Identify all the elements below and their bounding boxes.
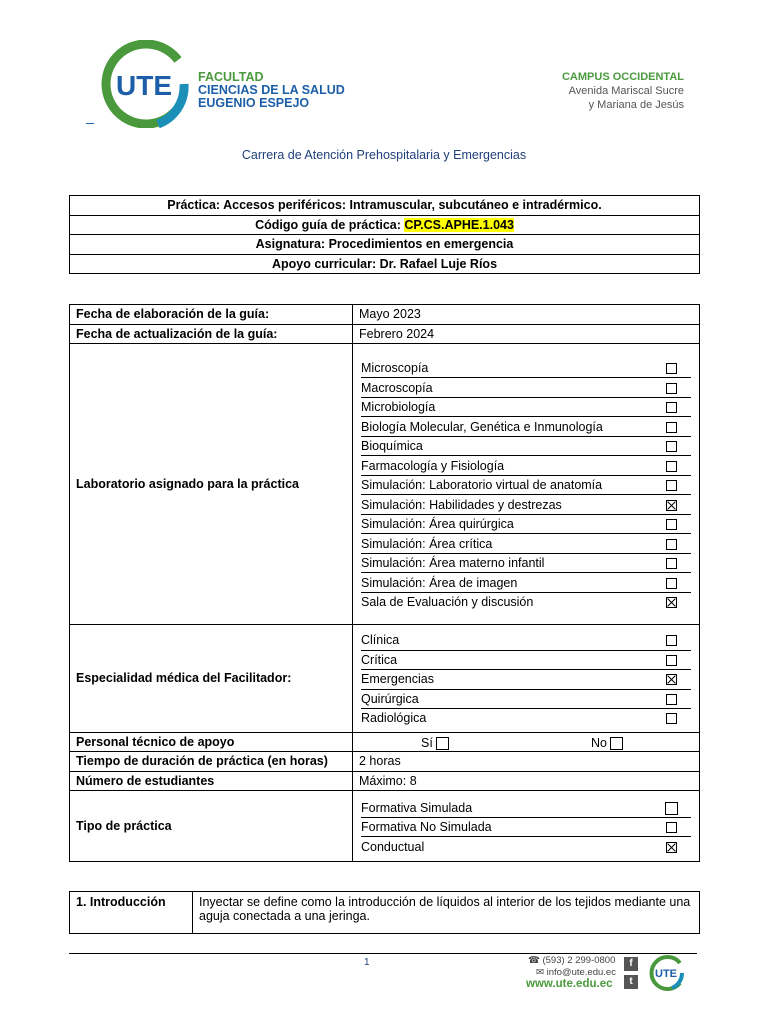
option-label: Simulación: Laboratorio virtual de anatomía: [361, 475, 651, 495]
option-label: Simulación: Área quirúrgica: [361, 514, 651, 534]
faculty-line-3: EUGENIO ESPEJO: [198, 96, 310, 110]
faculty-line-2: CIENCIAS DE LA SALUD: [198, 83, 345, 97]
option-checkbox-cell: [651, 670, 691, 690]
option-checkbox-cell: [651, 553, 691, 573]
empty-checkbox[interactable]: [666, 383, 677, 394]
option-row: [361, 689, 691, 709]
empty-checkbox[interactable]: [666, 519, 677, 530]
personal-options-cell: [353, 732, 700, 752]
option-label: Sala de Evaluación y discusión: [361, 595, 534, 609]
option-label: Simulación: Área materno infantil: [361, 553, 651, 573]
option-checkbox-cell: [651, 534, 691, 554]
empty-checkbox[interactable]: [666, 655, 677, 666]
option-checkbox-cell: [651, 456, 691, 476]
faculty-name: [198, 71, 345, 110]
empty-checkbox[interactable]: [666, 441, 677, 452]
option-row: [361, 573, 691, 593]
esp-options-cell: [353, 625, 700, 733]
option-label: Emergencias: [361, 670, 651, 690]
option-row: [361, 359, 691, 378]
option-row: [361, 378, 691, 398]
si-option[interactable]: [421, 736, 449, 750]
no-option[interactable]: [591, 736, 623, 750]
option-row: [361, 798, 691, 817]
empty-checkbox[interactable]: [666, 402, 677, 413]
footer-website[interactable]: www.ute.edu.ec: [526, 978, 613, 990]
faculty-line-1: FACULTAD: [198, 70, 264, 84]
campus-name: CAMPUS OCCIDENTAL: [561, 71, 684, 83]
option-label: Macroscopía: [361, 378, 651, 398]
option-row: [361, 436, 691, 456]
codigo-cell: [70, 215, 700, 235]
option-row: [361, 397, 691, 417]
option-checkbox-cell: [651, 475, 691, 495]
option-label: Crítica: [361, 650, 651, 670]
codigo-label: Código guía de práctica:: [255, 217, 405, 232]
empty-checkbox[interactable]: [666, 578, 677, 589]
option-checkbox-cell: [651, 592, 691, 611]
option-checkbox-cell: [651, 798, 691, 817]
option-row: [361, 837, 691, 856]
option-checkbox-cell: [651, 436, 691, 456]
no-checkbox[interactable]: [610, 737, 623, 750]
option-row: [361, 592, 691, 611]
empty-checkbox[interactable]: [665, 802, 678, 815]
tipo-list: [361, 798, 691, 856]
footer-phone: [528, 955, 615, 966]
practice-info-table: [69, 195, 700, 274]
fecha-elab-value: Mayo 2023: [353, 305, 700, 325]
checked-checkbox[interactable]: [666, 597, 677, 608]
twitter-icon[interactable]: t: [624, 975, 638, 989]
option-row: [361, 670, 691, 690]
si-label: Sí: [421, 735, 433, 750]
asignatura-cell: Asignatura: Procedimientos en emergencia: [70, 235, 700, 255]
empty-checkbox[interactable]: [666, 713, 677, 724]
personal-label: Personal técnico de apoyo: [70, 732, 353, 752]
codigo-value: CP.CS.APHE.1.043: [404, 217, 514, 232]
option-row: [361, 417, 691, 437]
option-row: [361, 495, 691, 515]
num-value: Máximo: 8: [353, 771, 700, 791]
option-checkbox-cell: [651, 689, 691, 709]
details-table: [69, 304, 700, 862]
tipo-options-cell: [353, 791, 700, 862]
option-row: [361, 553, 691, 573]
email-text: info@ute.edu.ec: [546, 967, 616, 978]
option-checkbox-cell: [651, 378, 691, 398]
footer-divider: [69, 953, 697, 954]
option-row: [361, 456, 691, 476]
footer-logo-text: UTE: [655, 968, 677, 980]
option-checkbox-cell: [651, 817, 691, 837]
lab-list: [361, 359, 691, 612]
option-checkbox-cell: [651, 709, 691, 728]
phone-icon: ☎: [528, 955, 543, 966]
empty-checkbox[interactable]: [666, 461, 677, 472]
campus-address-2: y Mariana de Jesús: [588, 99, 684, 111]
option-row: [361, 475, 691, 495]
page-number: 1: [364, 957, 370, 968]
logo-text: UTE: [116, 70, 172, 101]
fecha-act-value: Febrero 2024: [353, 324, 700, 344]
ute-logo: [98, 40, 190, 128]
empty-checkbox[interactable]: [666, 635, 677, 646]
option-label: Conductual: [361, 839, 425, 854]
option-label: Radiológica: [361, 711, 427, 726]
option-label: Simulación: Habilidades y destrezas: [361, 495, 651, 515]
option-row: [361, 650, 691, 670]
option-label: Bioquímica: [361, 436, 651, 456]
option-row: [361, 709, 691, 728]
option-row: [361, 514, 691, 534]
empty-checkbox[interactable]: [666, 480, 677, 491]
option-label: Farmacología y Fisiología: [361, 456, 651, 476]
esp-list: [361, 631, 691, 728]
option-row: [361, 631, 691, 650]
option-checkbox-cell: [651, 417, 691, 437]
apoyo-cell: Apoyo curricular: Dr. Rafael Luje Ríos: [70, 254, 700, 274]
intro-text: Inyectar se define como la introducción de líquidos al interior de los tejidos mediante una aguja conectada a una jeringa.: [193, 892, 700, 934]
campus-info: [560, 70, 684, 112]
empty-checkbox[interactable]: [666, 822, 677, 833]
phone-text: (593) 2 299-0800: [542, 955, 616, 966]
checked-checkbox[interactable]: [666, 674, 677, 685]
header-mark: [86, 123, 94, 124]
option-checkbox-cell: [651, 631, 691, 650]
option-checkbox-cell: [651, 650, 691, 670]
checked-checkbox[interactable]: [666, 500, 677, 511]
footer-email: [536, 967, 616, 978]
lab-options-cell: [353, 344, 700, 625]
empty-checkbox[interactable]: [666, 422, 677, 433]
checked-checkbox[interactable]: [666, 842, 677, 853]
option-label: Formativa Simulada: [361, 798, 651, 817]
option-label: Formativa No Simulada: [361, 817, 651, 837]
tipo-label: Tipo de práctica: [70, 791, 353, 862]
option-row: [361, 817, 691, 837]
option-checkbox-cell: [651, 573, 691, 593]
empty-checkbox[interactable]: [666, 694, 677, 705]
option-label: Biología Molecular, Genética e Inmunología: [361, 417, 651, 437]
practica-cell: Práctica: Accesos periféricos: Intramuscular, subcutáneo e intradérmico.: [70, 196, 700, 216]
option-label: Quirúrgica: [361, 689, 651, 709]
si-checkbox[interactable]: [436, 737, 449, 750]
option-label: Microbiología: [361, 397, 651, 417]
fecha-elab-label: Fecha de elaboración de la guía:: [70, 305, 353, 325]
option-checkbox-cell: [651, 837, 691, 856]
fecha-act-label: Fecha de actualización de la guía:: [70, 324, 353, 344]
no-label: No: [591, 735, 607, 750]
campus-address-1: Avenida Mariscal Sucre: [568, 85, 684, 97]
facebook-icon[interactable]: f: [624, 957, 638, 971]
tiempo-label: Tiempo de duración de práctica (en horas): [70, 752, 353, 772]
footer-ute-logo: [646, 955, 686, 991]
option-label: Simulación: Área de imagen: [361, 573, 651, 593]
num-label: Número de estudiantes: [70, 771, 353, 791]
empty-checkbox[interactable]: [666, 558, 677, 569]
option-checkbox-cell: [651, 514, 691, 534]
option-checkbox-cell: [651, 495, 691, 515]
empty-checkbox[interactable]: [666, 539, 677, 550]
option-checkbox-cell: [651, 397, 691, 417]
career-title: Carrera de Atención Prehospitalaria y Emergencias: [241, 148, 527, 162]
lab-label: Laboratorio asignado para la práctica: [70, 344, 353, 625]
option-label: Clínica: [361, 631, 651, 650]
intro-label: 1. Introducción: [70, 892, 193, 934]
tiempo-value: 2 horas: [353, 752, 700, 772]
esp-label: Especialidad médica del Facilitador:: [70, 625, 353, 733]
option-checkbox-cell: [651, 359, 691, 378]
empty-checkbox[interactable]: [666, 363, 677, 374]
option-label: Microscopía: [361, 359, 651, 378]
option-row: [361, 534, 691, 554]
option-label: Simulación: Área crítica: [361, 534, 651, 554]
mail-icon: ✉: [536, 967, 547, 978]
intro-table: [69, 891, 700, 934]
